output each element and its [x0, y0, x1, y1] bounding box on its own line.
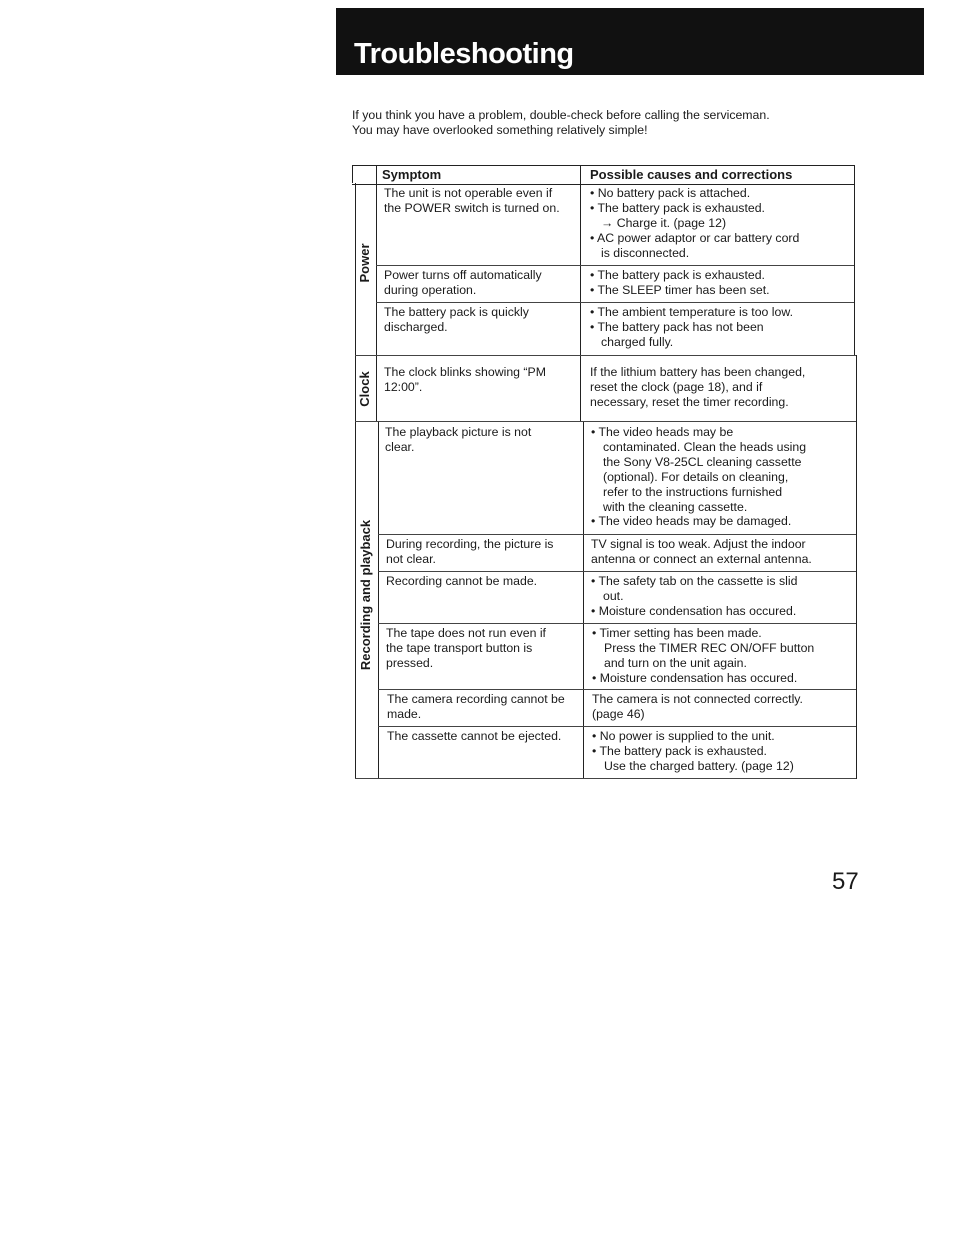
text-line: • The video heads may be — [591, 425, 734, 439]
text-line: The camera recording cannot be — [387, 692, 565, 706]
causes-cell — [590, 365, 805, 410]
intro-line: If you think you have a problem, double-check before calling the serviceman. — [352, 108, 770, 122]
text-line: • No battery pack is attached. — [590, 186, 751, 200]
group-divider — [355, 355, 856, 356]
text-line: If the lithium battery has been changed, — [590, 365, 806, 379]
page-title: Troubleshooting — [354, 38, 574, 70]
text-line: (page 46) — [592, 706, 645, 721]
text-line: • The ambient temperature is too low. — [590, 305, 793, 319]
text-line: the tape transport button is — [386, 640, 533, 655]
text-line: • The safety tab on the cassette is slid — [591, 574, 798, 588]
group-divider — [355, 421, 856, 422]
text-line: Press the TIMER REC ON/OFF button — [604, 640, 815, 655]
causes-header: Possible causes and corrections — [590, 167, 793, 182]
symptom-cell — [385, 425, 531, 455]
text-line: (optional). For details on cleaning, — [603, 469, 789, 484]
text-line: discharged. — [384, 319, 448, 334]
text-line: • No power is supplied to the unit. — [592, 729, 775, 743]
table-border — [352, 165, 353, 183]
text-line: refer to the instructions furnished — [603, 484, 783, 499]
row-divider — [378, 571, 856, 572]
text-line: • The SLEEP timer has been set. — [590, 282, 770, 297]
symptom-cell — [384, 268, 542, 298]
text-line: • AC power adaptor or car battery cord — [590, 230, 800, 245]
row-divider — [376, 302, 854, 303]
table-header — [352, 165, 854, 185]
symptom-cell — [387, 692, 565, 722]
column-divider — [580, 165, 581, 422]
text-line: the POWER switch is turned on. — [384, 200, 560, 215]
symptom-cell — [387, 729, 561, 744]
text-line: not clear. — [386, 551, 436, 566]
text-line: with the cleaning cassette. — [603, 499, 748, 514]
intro-text — [352, 108, 872, 138]
text-line: out. — [603, 588, 624, 603]
text-line: During recording, the picture is — [386, 537, 554, 551]
text-line: necessary, reset the timer recording. — [590, 394, 789, 409]
text-line: charged fully. — [601, 334, 674, 349]
table-border — [854, 165, 855, 355]
table-border — [355, 778, 856, 779]
causes-cell — [592, 729, 794, 774]
symptom-header: Symptom — [382, 167, 442, 182]
symptom-cell — [386, 574, 537, 589]
row-divider — [378, 534, 856, 535]
causes-cell — [590, 268, 770, 298]
text-line: antenna or connect an external antenna. — [591, 551, 812, 566]
text-line: Power turns off automatically — [384, 268, 542, 282]
text-line: The playback picture is not — [385, 425, 532, 439]
causes-cell — [590, 186, 799, 261]
text-line: • Moisture condensation has occured. — [592, 670, 798, 685]
table-border — [355, 183, 356, 779]
table-border — [856, 355, 857, 779]
text-line: reset the clock (page 18), and if — [590, 379, 763, 394]
causes-cell — [591, 425, 806, 529]
group-label-recording: Recording and playback — [358, 519, 373, 671]
text-line: → Charge it. (page 12) — [601, 215, 727, 230]
text-line: made. — [387, 706, 422, 721]
causes-cell — [591, 574, 797, 619]
group-label-clock: Clock — [357, 371, 372, 407]
causes-cell — [591, 537, 812, 567]
causes-cell — [592, 692, 803, 722]
causes-cell — [590, 305, 793, 350]
text-line: the Sony V8-25CL cleaning cassette — [603, 454, 802, 469]
text-line: • The battery pack is exhausted. — [590, 268, 765, 282]
intro-line: You may have overlooked something relatively simple! — [352, 123, 648, 137]
text-line: and turn on the unit again. — [604, 655, 747, 670]
symptom-cell — [384, 305, 529, 335]
text-line: • The battery pack has not been — [590, 319, 764, 334]
text-line: Recording cannot be made. — [386, 574, 538, 588]
title-bar — [336, 8, 924, 75]
text-line: The unit is not operable even if — [384, 186, 553, 200]
causes-cell — [592, 626, 814, 686]
text-line: is disconnected. — [601, 245, 690, 260]
text-line: during operation. — [384, 282, 477, 297]
row-divider — [378, 623, 856, 624]
column-divider — [376, 165, 377, 422]
text-line: The camera is not connected correctly. — [592, 692, 803, 706]
text-line: TV signal is too weak. Adjust the indoor — [591, 537, 806, 551]
text-line: clear. — [385, 439, 415, 454]
text-line: The tape does not run even if — [386, 626, 546, 640]
symptom-cell — [386, 626, 546, 671]
text-line: The clock blinks showing “PM — [384, 365, 546, 379]
symptom-cell — [386, 537, 553, 567]
page-number: 57 — [832, 868, 859, 895]
text-line: • The battery pack is exhausted. — [590, 200, 765, 215]
text-line: • The battery pack is exhausted. — [592, 743, 767, 758]
text-line: The cassette cannot be ejected. — [387, 729, 562, 743]
text-line: 12:00”. — [384, 379, 423, 394]
symptom-cell — [384, 365, 546, 395]
row-divider — [376, 265, 854, 266]
text-line: Use the charged battery. (page 12) — [604, 758, 794, 773]
symptom-cell — [384, 186, 560, 216]
text-line: • Moisture condensation has occured. — [591, 603, 797, 618]
text-line: • Timer setting has been made. — [592, 626, 762, 640]
row-divider — [378, 689, 856, 690]
text-line: The battery pack is quickly — [384, 305, 529, 319]
text-line: • The video heads may be damaged. — [591, 514, 792, 529]
group-label-power: Power — [357, 243, 372, 283]
row-divider — [378, 726, 856, 727]
text-line: contaminated. Clean the heads using — [603, 439, 807, 454]
text-line: pressed. — [386, 655, 434, 670]
